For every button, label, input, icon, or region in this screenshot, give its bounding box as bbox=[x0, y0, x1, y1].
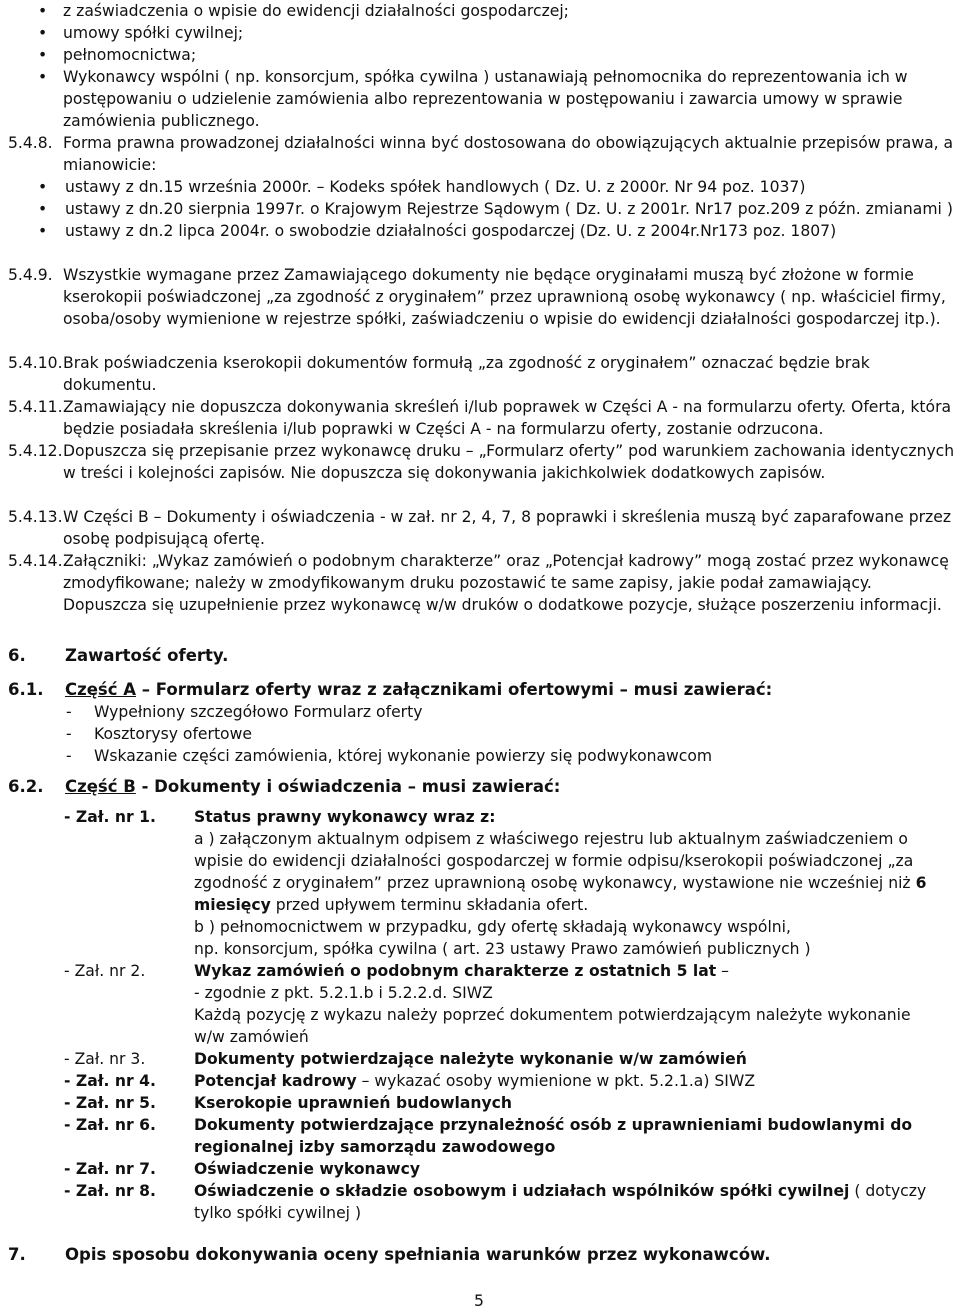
attachment-title: Kserokopie uprawnień budowlanych bbox=[194, 1094, 512, 1112]
attachment-label: - Zał. nr 5. bbox=[64, 1094, 156, 1112]
attachment-text-a: a ) załączonym aktualnym odpisem z właściwego rejestru lub aktualnym zaświadczeniem o wpisie do ewidencji działalności gospodarczej w formie odpisu/kserokopii poświadczonej „za zgodność z oryginałem” przez uprawnioną osobę wykonawcy, wystawione nie wcześniej niż 6 miesięcy przed upływem terminu składania ofert. bbox=[194, 830, 927, 914]
heading-7 bbox=[8, 1244, 771, 1266]
section-number: 5.4.11. bbox=[8, 398, 63, 416]
part-a-label: Część A bbox=[65, 680, 137, 699]
attachment-8: - Zał. nr 8. Oświadczenie o składzie osobowym i udziałach wspólników spółki cywilnej ( dotyczy tylko spółki cywilnej ) bbox=[64, 1182, 927, 1222]
section-number: 5.4.10. bbox=[8, 354, 63, 372]
attachment-title: Dokumenty potwierdzające przynależność osób z uprawnieniami budowlanymi do regionalnej izby samorządu zawodowego bbox=[194, 1116, 913, 1156]
law-item: • ustawy z dn.2 lipca 2004r. o swobodzie działalności gospodarczej (Dz. U. z 2004r.Nr173 poz. 1807) bbox=[0, 220, 955, 242]
attachment-title: Oświadczenie wykonawcy bbox=[194, 1160, 420, 1178]
section-5-4-8 bbox=[0, 132, 955, 242]
section-5-4-13 bbox=[0, 506, 955, 550]
heading-6-2 bbox=[8, 776, 560, 798]
heading-6 bbox=[8, 645, 228, 667]
attachment-label: - Zał. nr 1. bbox=[64, 808, 156, 826]
heading-title: Opis sposobu dokonywania oceny spełniania warunków przez wykonawców. bbox=[65, 1245, 771, 1264]
bullet-item: • Wykonawcy wspólni ( np. konsorcjum, spółka cywilna ) ustanawiają pełnomocnika do reprezentowania ich w postępowaniu o udzielenie zamówienia albo reprezentowania w postępowaniu i zawarcia umowy w sprawie zamówienia publicznego. bbox=[0, 66, 950, 132]
attachment-text-b: b ) pełnomocnictwem w przypadku, gdy ofertę składają wykonawcy wspólni, bbox=[194, 918, 791, 936]
section-5-4-12 bbox=[0, 440, 955, 484]
attachment-5 bbox=[0, 1092, 945, 1114]
section-text: Brak poświadczenia kserokopii dokumentów formułą „za zgodność z oryginałem” oznaczać będzie brak dokumentu. bbox=[63, 354, 870, 394]
section-number: 5.4.9. bbox=[8, 266, 53, 284]
attachments-list bbox=[0, 806, 945, 1224]
section-5-4-11 bbox=[0, 396, 955, 440]
attachment-4: - Zał. nr 4. Potencjał kadrowy – wykazać osoby wymienione w pkt. 5.2.1.a) SIWZ bbox=[64, 1072, 756, 1090]
section-5-4-14 bbox=[0, 550, 955, 616]
bullet-item: • pełnomocnictwa; bbox=[0, 44, 950, 66]
attachment-1 bbox=[0, 806, 945, 960]
attachment-label: - Zał. nr 7. bbox=[64, 1160, 156, 1178]
list-item: - Kosztorysy ofertowe bbox=[66, 723, 936, 745]
heading-number: 6.1. bbox=[8, 680, 44, 699]
heading-6-1 bbox=[8, 679, 772, 701]
section-text: Załączniki: „Wykaz zamówień o podobnym charakterze” oraz „Potencjał kadrowy” mogą zostać przez wykonawcę zmodyfikowane; należy w zmodyfikowanym druku pozostawić te same zapisy, jakie podał zamawiający. Dopuszcza się uzupełnienie przez wykonawcę w/w druków o dodatkowe pozycje, służące poszerzeniu informacji. bbox=[63, 552, 949, 614]
heading-title: – Formularz oferty wraz z załącznikami ofertowymi – musi zawierać: bbox=[141, 680, 773, 699]
bullet-item: • z zaświadczenia o wpisie do ewidencji działalności gospodarczej; bbox=[0, 0, 950, 22]
attachment-7 bbox=[0, 1158, 945, 1180]
section-number: 5.4.14. bbox=[8, 552, 63, 570]
attachment-title: Potencjał kadrowy bbox=[194, 1072, 357, 1090]
attachment-label: - Zał. nr 3. bbox=[64, 1050, 146, 1068]
bullet-item: • umowy spółki cywilnej; bbox=[0, 22, 950, 44]
list-item: - Wypełniony szczegółowo Formularz oferty bbox=[66, 701, 936, 723]
section-text: Forma prawna prowadzonej działalności winna być dostosowana do obowiązujących aktualnie przepisów prawa, a mianowicie: bbox=[63, 134, 954, 174]
attachment-note: - zgodnie z pkt. 5.2.1.b i 5.2.2.d. SIWZ bbox=[194, 984, 493, 1002]
attachment-2: - Zał. nr 2. Wykaz zamówień o podobnym charakterze z ostatnich 5 lat – - zgodnie z pkt. 5.2.1.b i 5.2.2.d. SIWZ Każdą pozycję z wykazu należy poprzeć dokumentem potwierdzającym należyte wykonanie w/w zamówień bbox=[0, 960, 945, 1048]
heading-number: 7. bbox=[8, 1245, 26, 1264]
section-5-4-10 bbox=[0, 352, 955, 396]
law-item: • ustawy z dn.20 sierpnia 1997r. o Krajowym Rejestrze Sądowym ( Dz. U. z 2001r. Nr17 poz.209 z późn. zmianami ) bbox=[0, 198, 955, 220]
section-text: Wszystkie wymagane przez Zamawiającego dokumenty nie będące oryginałami muszą być złożone w formie kserokopii poświadczonej „za zgodność z oryginałem” przez uprawnioną osobę wykonawcy ( np. właściciel firmy, osoba/osoby wymienione w rejestrze spółki, zaświadczeniu o wpisie do ewidencji działalności gospodarczej itp.). bbox=[63, 266, 946, 328]
section-number: 5.4.13. bbox=[8, 508, 63, 526]
section-text: Dopuszcza się przepisanie przez wykonawcę druku – „Formularz oferty” pod warunkiem zachowania identycznych w treści i kolejności zapisów. Nie dopuszcza się dokonywania jakichkolwiek dodatkowych zapisów. bbox=[63, 442, 955, 482]
attachment-label: - Zał. nr 2. bbox=[64, 962, 146, 980]
page-number: 5 bbox=[474, 1292, 484, 1310]
attachment-note: Każdą pozycję z wykazu należy poprzeć dokumentem potwierdzającym należyte wykonanie w/w zamówień bbox=[194, 1006, 911, 1046]
part-a-items bbox=[66, 701, 936, 767]
attachment-text-b2: np. konsorcjum, spółka cywilna ( art. 23 ustawy Prawo zamówień publicznych ) bbox=[194, 940, 811, 958]
attachment-title: Status prawny wykonawcy wraz z: bbox=[194, 808, 496, 826]
section-5-4-9 bbox=[0, 264, 955, 330]
attachment-title: Oświadczenie o składzie osobowym i udziałach wspólników spółki cywilnej bbox=[194, 1182, 850, 1200]
attachment-3 bbox=[0, 1048, 945, 1070]
attachment-6 bbox=[0, 1114, 945, 1158]
attachment-label: - Zał. nr 8. bbox=[64, 1182, 156, 1200]
law-item: • ustawy z dn.15 września 2000r. – Kodeks spółek handlowych ( Dz. U. z 2000r. Nr 94 poz. 1037) bbox=[0, 176, 955, 198]
heading-title: - Dokumenty i oświadczenia – musi zawierać: bbox=[141, 777, 561, 796]
section-number: 5.4.8. bbox=[8, 134, 53, 152]
list-item: - Wskazanie części zamówienia, której wykonanie powierzy się podwykonawcom bbox=[66, 745, 936, 767]
attachment-label: - Zał. nr 6. bbox=[64, 1116, 156, 1134]
requirements-bullet-list bbox=[0, 0, 950, 132]
section-text: W Części B – Dokumenty i oświadczenia - w zał. nr 2, 4, 7, 8 poprawki i skreślenia muszą być zaparafowane przez osobę podpisującą ofertę. bbox=[63, 508, 951, 548]
part-b-label: Część B bbox=[65, 777, 136, 796]
heading-title: Zawartość oferty. bbox=[65, 646, 229, 665]
heading-number: 6.2. bbox=[8, 777, 44, 796]
section-text: Zamawiający nie dopuszcza dokonywania skreśleń i/lub poprawek w Części A - na formularzu oferty. Oferta, która będzie posiadała skreślenia i/lub poprawki w Części A - na formularzu oferty, zostanie odrzucona. bbox=[63, 398, 952, 438]
attachment-label: - Zał. nr 4. bbox=[64, 1072, 156, 1090]
attachment-title: Dokumenty potwierdzające należyte wykonanie w/w zamówień bbox=[194, 1050, 747, 1068]
attachment-title: Wykaz zamówień o podobnym charakterze z ostatnich 5 lat bbox=[194, 962, 717, 980]
heading-number: 6. bbox=[8, 646, 26, 665]
section-number: 5.4.12. bbox=[8, 442, 63, 460]
